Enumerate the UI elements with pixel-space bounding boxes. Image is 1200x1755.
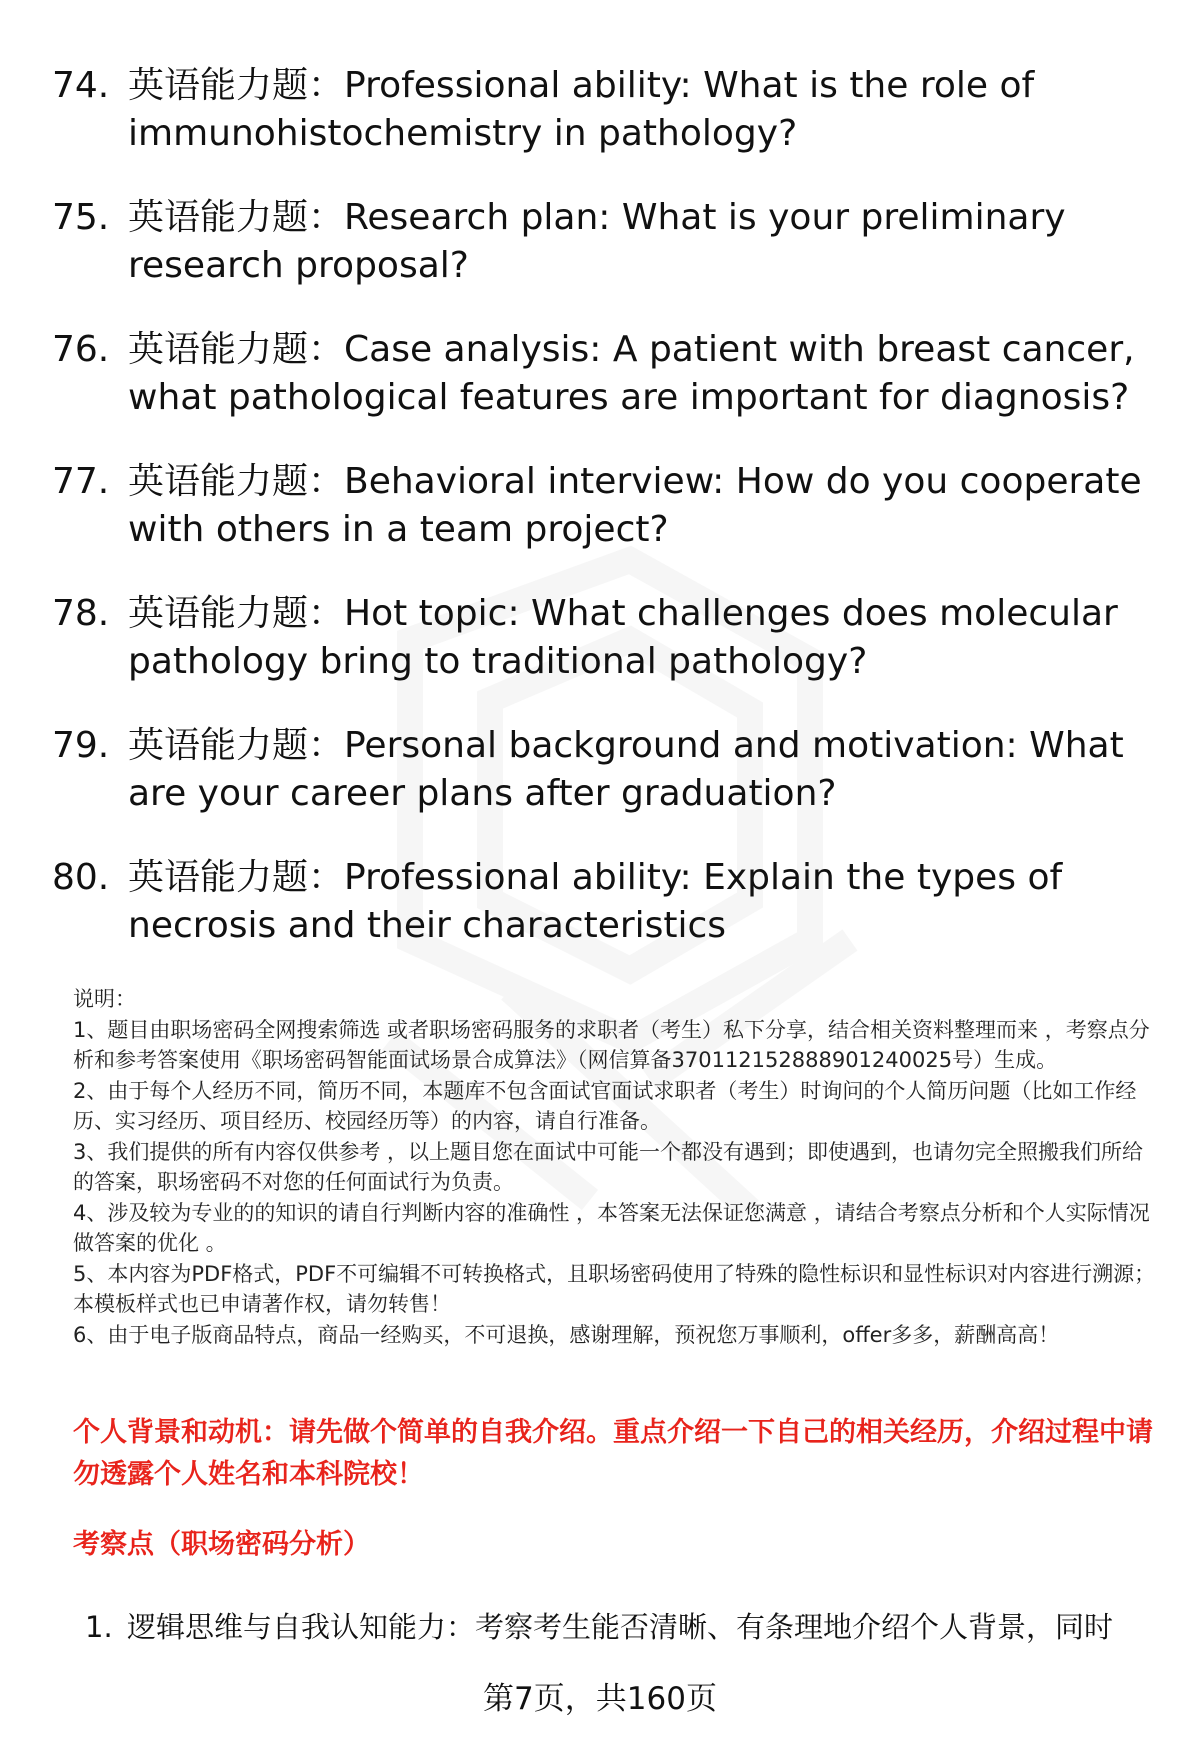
question-number: 77.: [52, 461, 110, 502]
notes-section: [73, 984, 1163, 1350]
note-item: 3、我们提供的所有内容仅供参考 ，以上题目您在面试中可能一个都没有遇到；即使遇到，也请勿完全照搬我们所给的答案，职场密码不对您的任何面试行为负责。: [73, 1139, 1144, 1194]
question-text: 英语能力题：Personal background and motivation: What are your career plans after graduation?: [128, 725, 1124, 814]
question-item: [0, 194, 1200, 326]
question-text: 英语能力题：Professional ability: What is the role of immunohistochemistry in pathology?: [128, 65, 1035, 154]
analysis-point-number: 1.: [85, 1610, 113, 1644]
question-number: 78.: [52, 593, 110, 634]
question-item: [0, 458, 1200, 590]
section-heading: 个人背景和动机：请先做个简单的自我介绍。重点介绍一下自己的相关经历，介绍过程中请勿透露个人姓名和本科院校！: [73, 1417, 1153, 1490]
note-item: 4、涉及较为专业的的知识的请自行判断内容的准确性 ，本答案无法保证您满意 ，请结合考察点分析和个人实际情况做答案的优化 。: [73, 1200, 1150, 1255]
question-text: 英语能力题：Professional ability: Explain the types of necrosis and their characteristics: [128, 857, 1063, 946]
question-item: [0, 722, 1200, 854]
analysis-point-text: 逻辑思维与自我认知能力：考察考生能否清晰、有条理地介绍个人背景，同时: [127, 1610, 1114, 1644]
question-number: 74.: [52, 65, 110, 106]
question-text: 英语能力题：Hot topic: What challenges does molecular pathology bring to traditional pathology?: [128, 593, 1118, 682]
question-text: 英语能力题：Research plan: What is your preliminary research proposal?: [128, 197, 1066, 286]
note-item: 5、本内容为PDF格式，PDF不可编辑不可转换格式，且职场密码使用了特殊的隐性标识和显性标识对内容进行溯源；本模板样式也已申请著作权，请勿转售！: [73, 1261, 1156, 1316]
analysis-point: [85, 1606, 1175, 1648]
note-item: 6、由于电子版商品特点，商品一经购买，不可退换，感谢理解，预祝您万事顺利，offer多多，薪酬高高！: [73, 1322, 1060, 1347]
note-item: 2、由于每个人经历不同，简历不同，本题库不包含面试官面试求职者（考生）时询问的个人简历问题（比如工作经历、实习经历、项目经历、校园经历等）的内容，请自行准备。: [73, 1078, 1137, 1133]
question-item: [0, 854, 1200, 986]
question-number: 75.: [52, 197, 110, 238]
notes-title: 说明：: [73, 987, 136, 1011]
page-footer: 第7页，共160页: [483, 1681, 717, 1717]
question-number: 76.: [52, 329, 110, 370]
question-text: 英语能力题：Behavioral interview: How do you cooperate with others in a team project?: [128, 461, 1142, 550]
analysis-subheading: 考察点（职场密码分析）: [73, 1529, 370, 1560]
question-item: [0, 590, 1200, 722]
question-number: 79.: [52, 725, 110, 766]
note-item: 1、题目由职场密码全网搜索筛选 或者职场密码服务的求职者（考生）私下分享，结合相关资料整理而来 ，考察点分析和参考答案使用《职场密码智能面试场景合成算法》（网信算备370112152888901240025号）生成。: [73, 1017, 1150, 1072]
question-list: [0, 62, 1200, 986]
question-item: [0, 62, 1200, 194]
question-number: 80.: [52, 857, 110, 898]
question-text: 英语能力题：Case analysis: A patient with breast cancer, what pathological features are important for diagnosis?: [128, 329, 1135, 418]
question-item: [0, 326, 1200, 458]
